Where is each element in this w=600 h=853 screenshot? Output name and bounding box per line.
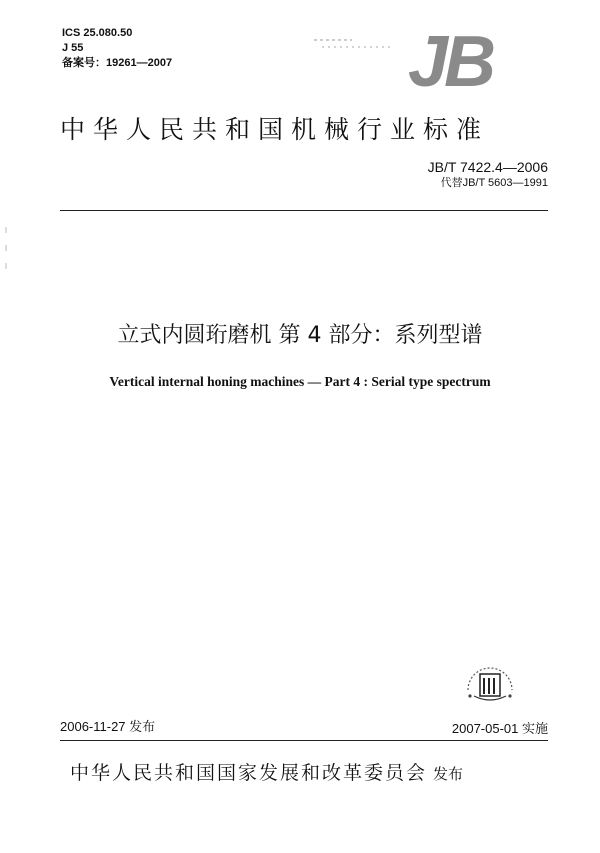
header-divider <box>60 210 548 211</box>
issue-date: 2006-11-27 发布 <box>60 719 156 734</box>
document-title-chinese: 立式内圆珩磨机 第 4 部分：系列型谱 <box>117 323 483 348</box>
standard-code: JB/T 7422.4—2006 <box>427 159 548 175</box>
ics-code: ICS 25.080.50 <box>62 27 133 39</box>
document-title-english: Vertical internal honing machines — Part 4 : Serial type spectrum <box>109 374 491 389</box>
classification-code: J 55 <box>62 42 84 54</box>
standard-code-block <box>428 158 548 191</box>
implementation-date: 2007-05-01 实施 <box>451 721 548 736</box>
jb-logo <box>408 22 518 102</box>
jb-logo-text: JB <box>408 22 493 102</box>
header-meta <box>62 26 172 71</box>
replaces-standard: 代替JB/T 5603—1991 <box>440 177 548 189</box>
footer-divider <box>60 740 548 741</box>
issuing-authority <box>70 758 463 785</box>
scan-dash-marks <box>312 36 392 50</box>
publisher-emblem-icon <box>460 660 520 706</box>
standard-category-title: 中华人民共和国机械行业标准 <box>60 115 490 144</box>
issuer-name: 中华人民共和国国家发展和改革委员会 <box>70 762 428 784</box>
issuer-action: 发布 <box>433 765 464 783</box>
filing-number: 备案号：19261—2007 <box>62 57 173 69</box>
scan-edge-marks <box>2 225 12 275</box>
